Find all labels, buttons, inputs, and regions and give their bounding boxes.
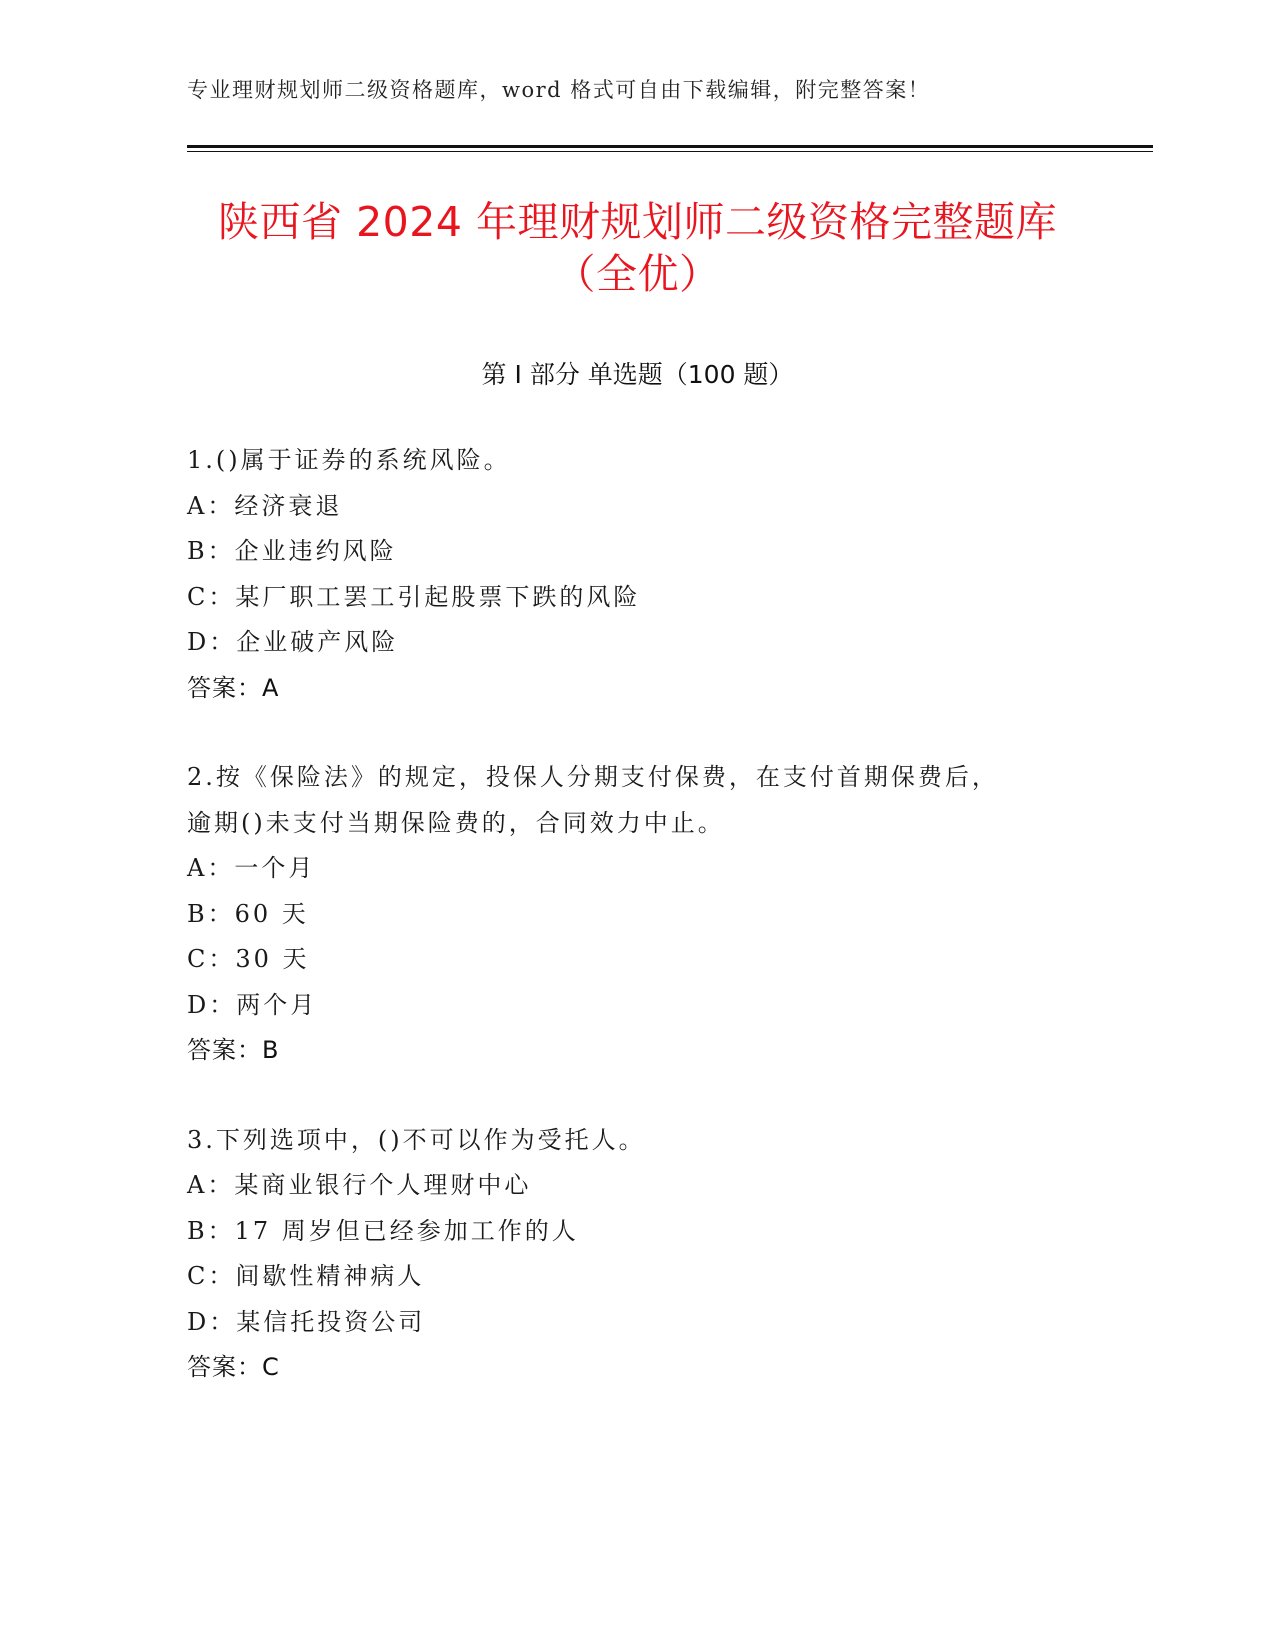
option-a: A：一个月 [187,854,316,882]
title-line-2: （全优） [554,250,721,298]
option-c: C：某厂职工罢工引起股票下跌的风险 [187,582,641,611]
option-a: A：某商业银行个人理财中心 [187,1171,532,1199]
option-b: B：17 周岁但已经参加工作的人 [187,1216,579,1245]
document-title [150,196,1125,300]
section-title: 第 I 部分 单选题（100 题） [481,360,794,389]
answer: 答案：C [187,1353,280,1381]
question-stem: 3.下列选项中，()不可以作为受托人。 [187,1125,646,1154]
option-d: D：企业破产风险 [187,628,399,656]
option-d: D：两个月 [187,990,318,1019]
header-note: 专业理财规划师二级资格题库，word 格式可自由下载编辑，附完整答案！ [187,78,931,102]
question-stem: 1.()属于证券的系统风险。 [187,446,511,474]
answer: 答案：B [187,1036,280,1064]
option-b: B：企业违约风险 [187,537,397,565]
title-line-1: 陕西省 2024 年理财规划师二级资格完整题库 [218,198,1057,246]
option-a: A：经济衰退 [187,491,343,520]
option-d: D：某信托投资公司 [187,1307,426,1336]
question-list [187,438,1087,1391]
question-2 [187,755,1087,1074]
question-stem-continued: 逾期()未支付当期保险费的，合同效力中止。 [187,808,725,837]
question-3 [187,1118,1087,1391]
option-c: C：间歇性精神病人 [187,1262,425,1290]
question-1 [187,438,1087,711]
header-rule-thin [187,151,1153,152]
answer: 答案：A [187,673,280,702]
question-stem: 2.按《保险法》的规定，投保人分期支付保费，在支付首期保费后， [187,763,999,791]
header-rule-thick [187,145,1153,148]
option-b: B：60 天 [187,899,309,928]
option-c: C：30 天 [187,945,310,973]
